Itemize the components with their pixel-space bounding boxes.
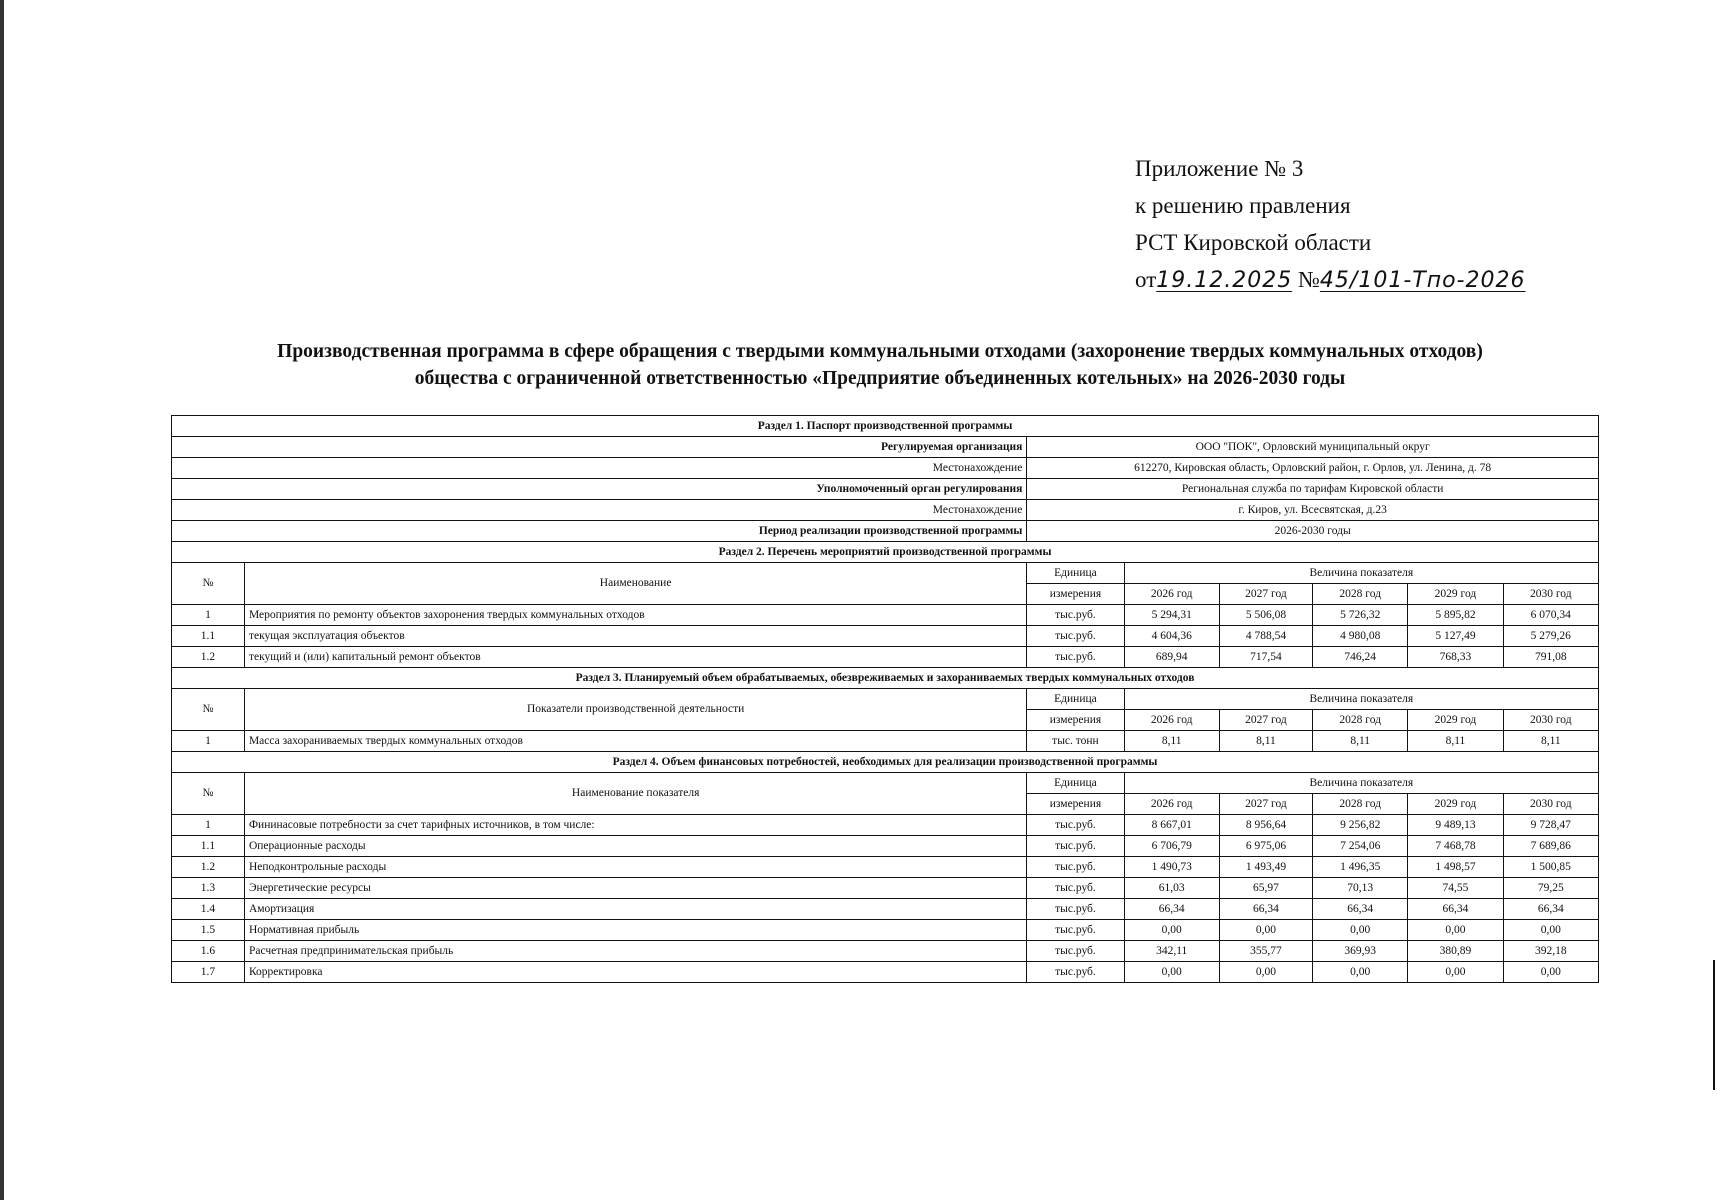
row-value: 8,11 — [1219, 731, 1312, 752]
row-value: 0,00 — [1313, 920, 1408, 941]
table-row — [172, 626, 1599, 647]
row-number: 1.7 — [172, 962, 245, 983]
table-row — [172, 962, 1599, 983]
row-value: 0,00 — [1313, 962, 1408, 983]
row-name: Корректировка — [244, 962, 1026, 983]
unit-header-bottom: измерения — [1027, 584, 1124, 605]
row-unit: тыс.руб. — [1027, 920, 1124, 941]
annex-from-prefix: от — [1135, 267, 1157, 292]
row-value: 4 604,36 — [1124, 626, 1219, 647]
scan-edge-right — [1713, 960, 1715, 1090]
row-name: Амортизация — [244, 899, 1026, 920]
row-value: 0,00 — [1503, 962, 1598, 983]
row-value: 0,00 — [1124, 962, 1219, 983]
row-value: 5 279,26 — [1503, 626, 1598, 647]
passport-label: Регулируемая организация — [172, 437, 1027, 458]
unit-header-bottom: измерения — [1027, 794, 1124, 815]
name-column-header: Наименование — [244, 563, 1026, 605]
row-value: 768,33 — [1408, 647, 1503, 668]
row-number: 1.2 — [172, 857, 245, 878]
row-number: 1.5 — [172, 920, 245, 941]
row-number: 1.4 — [172, 899, 245, 920]
row-number: 1.1 — [172, 836, 245, 857]
row-value: 8,11 — [1503, 731, 1598, 752]
year-header: 2027 год — [1219, 710, 1312, 731]
table-row — [172, 857, 1599, 878]
row-value: 5 895,82 — [1408, 605, 1503, 626]
row-value: 70,13 — [1313, 878, 1408, 899]
row-value: 6 070,34 — [1503, 605, 1598, 626]
table-row — [172, 647, 1599, 668]
row-value: 74,55 — [1408, 878, 1503, 899]
row-number: 1 — [172, 731, 245, 752]
row-value: 9 256,82 — [1313, 815, 1408, 836]
year-header: 2030 год — [1503, 584, 1598, 605]
row-value: 791,08 — [1503, 647, 1598, 668]
passport-value: Региональная служба по тарифам Кировской области — [1027, 479, 1599, 500]
row-unit: тыс.руб. — [1027, 941, 1124, 962]
row-name: Расчетная предпринимательская прибыль — [244, 941, 1026, 962]
row-unit: тыс.руб. — [1027, 836, 1124, 857]
row-value: 8,11 — [1313, 731, 1408, 752]
row-name: Операционные расходы — [244, 836, 1026, 857]
row-value: 369,93 — [1313, 941, 1408, 962]
row-value: 1 500,85 — [1503, 857, 1598, 878]
row-value: 8,11 — [1124, 731, 1219, 752]
row-number: 1.1 — [172, 626, 245, 647]
row-value: 355,77 — [1219, 941, 1312, 962]
table-row — [172, 899, 1599, 920]
table-row — [172, 605, 1599, 626]
row-value: 689,94 — [1124, 647, 1219, 668]
row-number: 1 — [172, 815, 245, 836]
value-group-header: Величина показателя — [1124, 689, 1598, 710]
row-unit: тыс.руб. — [1027, 962, 1124, 983]
table-row — [172, 815, 1599, 836]
row-value: 66,34 — [1219, 899, 1312, 920]
table-row — [172, 920, 1599, 941]
year-header: 2028 год — [1313, 584, 1408, 605]
passport-row — [172, 479, 1599, 500]
year-header: 2029 год — [1408, 794, 1503, 815]
passport-row — [172, 458, 1599, 479]
row-value: 5 726,32 — [1313, 605, 1408, 626]
table-row — [172, 878, 1599, 899]
row-name: Нормативная прибыль — [244, 920, 1026, 941]
passport-value: ООО "ПОК", Орловский муниципальный округ — [1027, 437, 1599, 458]
row-value: 8,11 — [1408, 731, 1503, 752]
row-unit: тыс.руб. — [1027, 647, 1124, 668]
row-value: 5 294,31 — [1124, 605, 1219, 626]
year-header: 2027 год — [1219, 584, 1312, 605]
section-3-title-row — [172, 668, 1599, 689]
row-value: 5 127,49 — [1408, 626, 1503, 647]
title-line-2: общества с ограниченной ответственностью «Предприятие объединенных котельных» на 2026-2030 годы — [414, 368, 1346, 389]
year-header: 2029 год — [1408, 584, 1503, 605]
document-title — [170, 338, 1590, 392]
program-table-body — [172, 416, 1599, 983]
row-unit: тыс.руб. — [1027, 899, 1124, 920]
row-value: 9 489,13 — [1408, 815, 1503, 836]
no-column-header: № — [172, 563, 245, 605]
year-header: 2026 год — [1124, 794, 1219, 815]
row-value: 4 788,54 — [1219, 626, 1312, 647]
row-value: 0,00 — [1408, 920, 1503, 941]
annex-block — [1135, 150, 1525, 299]
section-4-title: Раздел 4. Объем финансовых потребностей, необходимых для реализации производственной программы — [172, 752, 1599, 773]
passport-row — [172, 500, 1599, 521]
row-value: 4 980,08 — [1313, 626, 1408, 647]
unit-header-top: Единица — [1027, 773, 1124, 794]
row-name: Мероприятия по ремонту объектов захоронения твердых коммунальных отходов — [244, 605, 1026, 626]
row-name: Неподконтрольные расходы — [244, 857, 1026, 878]
row-value: 1 490,73 — [1124, 857, 1219, 878]
row-value: 392,18 — [1503, 941, 1598, 962]
no-column-header: № — [172, 689, 245, 731]
passport-label: Местонахождение — [172, 500, 1027, 521]
row-name: Энергетические ресурсы — [244, 878, 1026, 899]
section-2-header-row — [172, 563, 1599, 584]
table-row — [172, 836, 1599, 857]
row-value: 0,00 — [1219, 962, 1312, 983]
section-3-header-row — [172, 689, 1599, 710]
passport-label: Период реализации производственной программы — [172, 521, 1027, 542]
row-name: текущая эксплуатация объектов — [244, 626, 1026, 647]
section-2-title-row — [172, 542, 1599, 563]
row-value: 7 689,86 — [1503, 836, 1598, 857]
row-value: 0,00 — [1503, 920, 1598, 941]
row-value: 1 496,35 — [1313, 857, 1408, 878]
row-number: 1 — [172, 605, 245, 626]
annex-line-2: к решению правления — [1135, 193, 1351, 218]
row-number: 1.2 — [172, 647, 245, 668]
row-number: 1.6 — [172, 941, 245, 962]
row-value: 61,03 — [1124, 878, 1219, 899]
row-value: 717,54 — [1219, 647, 1312, 668]
year-header: 2029 год — [1408, 710, 1503, 731]
passport-label: Местонахождение — [172, 458, 1027, 479]
passport-label: Уполномоченный орган регулирования — [172, 479, 1027, 500]
row-unit: тыс.руб. — [1027, 605, 1124, 626]
row-value: 5 506,08 — [1219, 605, 1312, 626]
passport-value: 2026-2030 годы — [1027, 521, 1599, 542]
row-value: 6 975,06 — [1219, 836, 1312, 857]
section-2-title: Раздел 2. Перечень мероприятий производственной программы — [172, 542, 1599, 563]
passport-value: г. Киров, ул. Всесвятская, д.23 — [1027, 500, 1599, 521]
row-value: 746,24 — [1313, 647, 1408, 668]
year-header: 2030 год — [1503, 794, 1598, 815]
row-value: 1 498,57 — [1408, 857, 1503, 878]
row-value: 7 468,78 — [1408, 836, 1503, 857]
year-header: 2027 год — [1219, 794, 1312, 815]
row-value: 66,34 — [1313, 899, 1408, 920]
row-value: 65,97 — [1219, 878, 1312, 899]
row-value: 0,00 — [1408, 962, 1503, 983]
section-1-title: Раздел 1. Паспорт производственной программы — [172, 416, 1599, 437]
row-value: 66,34 — [1503, 899, 1598, 920]
title-line-1: Производственная программа в сфере обращения с твердыми коммунальными отходами (захоронение твердых коммунальных отходов) — [277, 341, 1483, 362]
row-value: 380,89 — [1408, 941, 1503, 962]
table-row — [172, 941, 1599, 962]
row-value: 0,00 — [1124, 920, 1219, 941]
annex-line-1: Приложение № 3 — [1135, 156, 1304, 181]
name-column-header: Показатели производственной деятельности — [244, 689, 1026, 731]
row-value: 1 493,49 — [1219, 857, 1312, 878]
year-header: 2030 год — [1503, 710, 1598, 731]
row-value: 7 254,06 — [1313, 836, 1408, 857]
scan-edge-left — [0, 0, 4, 1200]
no-column-header: № — [172, 773, 245, 815]
year-header: 2028 год — [1313, 794, 1408, 815]
row-value: 6 706,79 — [1124, 836, 1219, 857]
row-value: 342,11 — [1124, 941, 1219, 962]
row-value: 0,00 — [1219, 920, 1312, 941]
year-header: 2028 год — [1313, 710, 1408, 731]
row-unit: тыс.руб. — [1027, 815, 1124, 836]
year-header: 2026 год — [1124, 710, 1219, 731]
annex-number: 45/101-Тпо-2026 — [1319, 268, 1526, 293]
passport-row — [172, 437, 1599, 458]
row-unit: тыс. тонн — [1027, 731, 1124, 752]
row-name: Фининасовые потребности за счет тарифных источников, в том числе: — [244, 815, 1026, 836]
unit-header-bottom: измерения — [1027, 710, 1124, 731]
row-value: 8 956,64 — [1219, 815, 1312, 836]
unit-header-top: Единица — [1027, 689, 1124, 710]
table-row — [172, 731, 1599, 752]
passport-row — [172, 521, 1599, 542]
annex-no-prefix: № — [1297, 267, 1320, 292]
name-column-header: Наименование показателя — [244, 773, 1026, 815]
section-4-header-row — [172, 773, 1599, 794]
row-value: 79,25 — [1503, 878, 1598, 899]
row-name: текущий и (или) капитальный ремонт объектов — [244, 647, 1026, 668]
row-unit: тыс.руб. — [1027, 626, 1124, 647]
section-3-title: Раздел 3. Планируемый объем обрабатываемых, обезвреживаемых и захораниваемых твердых коммунальных отходов — [172, 668, 1599, 689]
row-unit: тыс.руб. — [1027, 857, 1124, 878]
annex-line-3: РСТ Кировской области — [1135, 230, 1372, 255]
row-value: 66,34 — [1408, 899, 1503, 920]
annex-line-4 — [1135, 261, 1525, 299]
row-value: 8 667,01 — [1124, 815, 1219, 836]
annex-date: 19.12.2025 — [1156, 268, 1293, 293]
row-number: 1.3 — [172, 878, 245, 899]
passport-value: 612270, Кировская область, Орловский район, г. Орлов, ул. Ленина, д. 78 — [1027, 458, 1599, 479]
value-group-header: Величина показателя — [1124, 773, 1598, 794]
year-header: 2026 год — [1124, 584, 1219, 605]
section-4-title-row — [172, 752, 1599, 773]
row-name: Масса захораниваемых твердых коммунальных отходов — [244, 731, 1026, 752]
unit-header-top: Единица — [1027, 563, 1124, 584]
section-1-title-row — [172, 416, 1599, 437]
row-value: 9 728,47 — [1503, 815, 1598, 836]
program-table — [171, 415, 1599, 983]
row-value: 66,34 — [1124, 899, 1219, 920]
value-group-header: Величина показателя — [1124, 563, 1598, 584]
row-unit: тыс.руб. — [1027, 878, 1124, 899]
